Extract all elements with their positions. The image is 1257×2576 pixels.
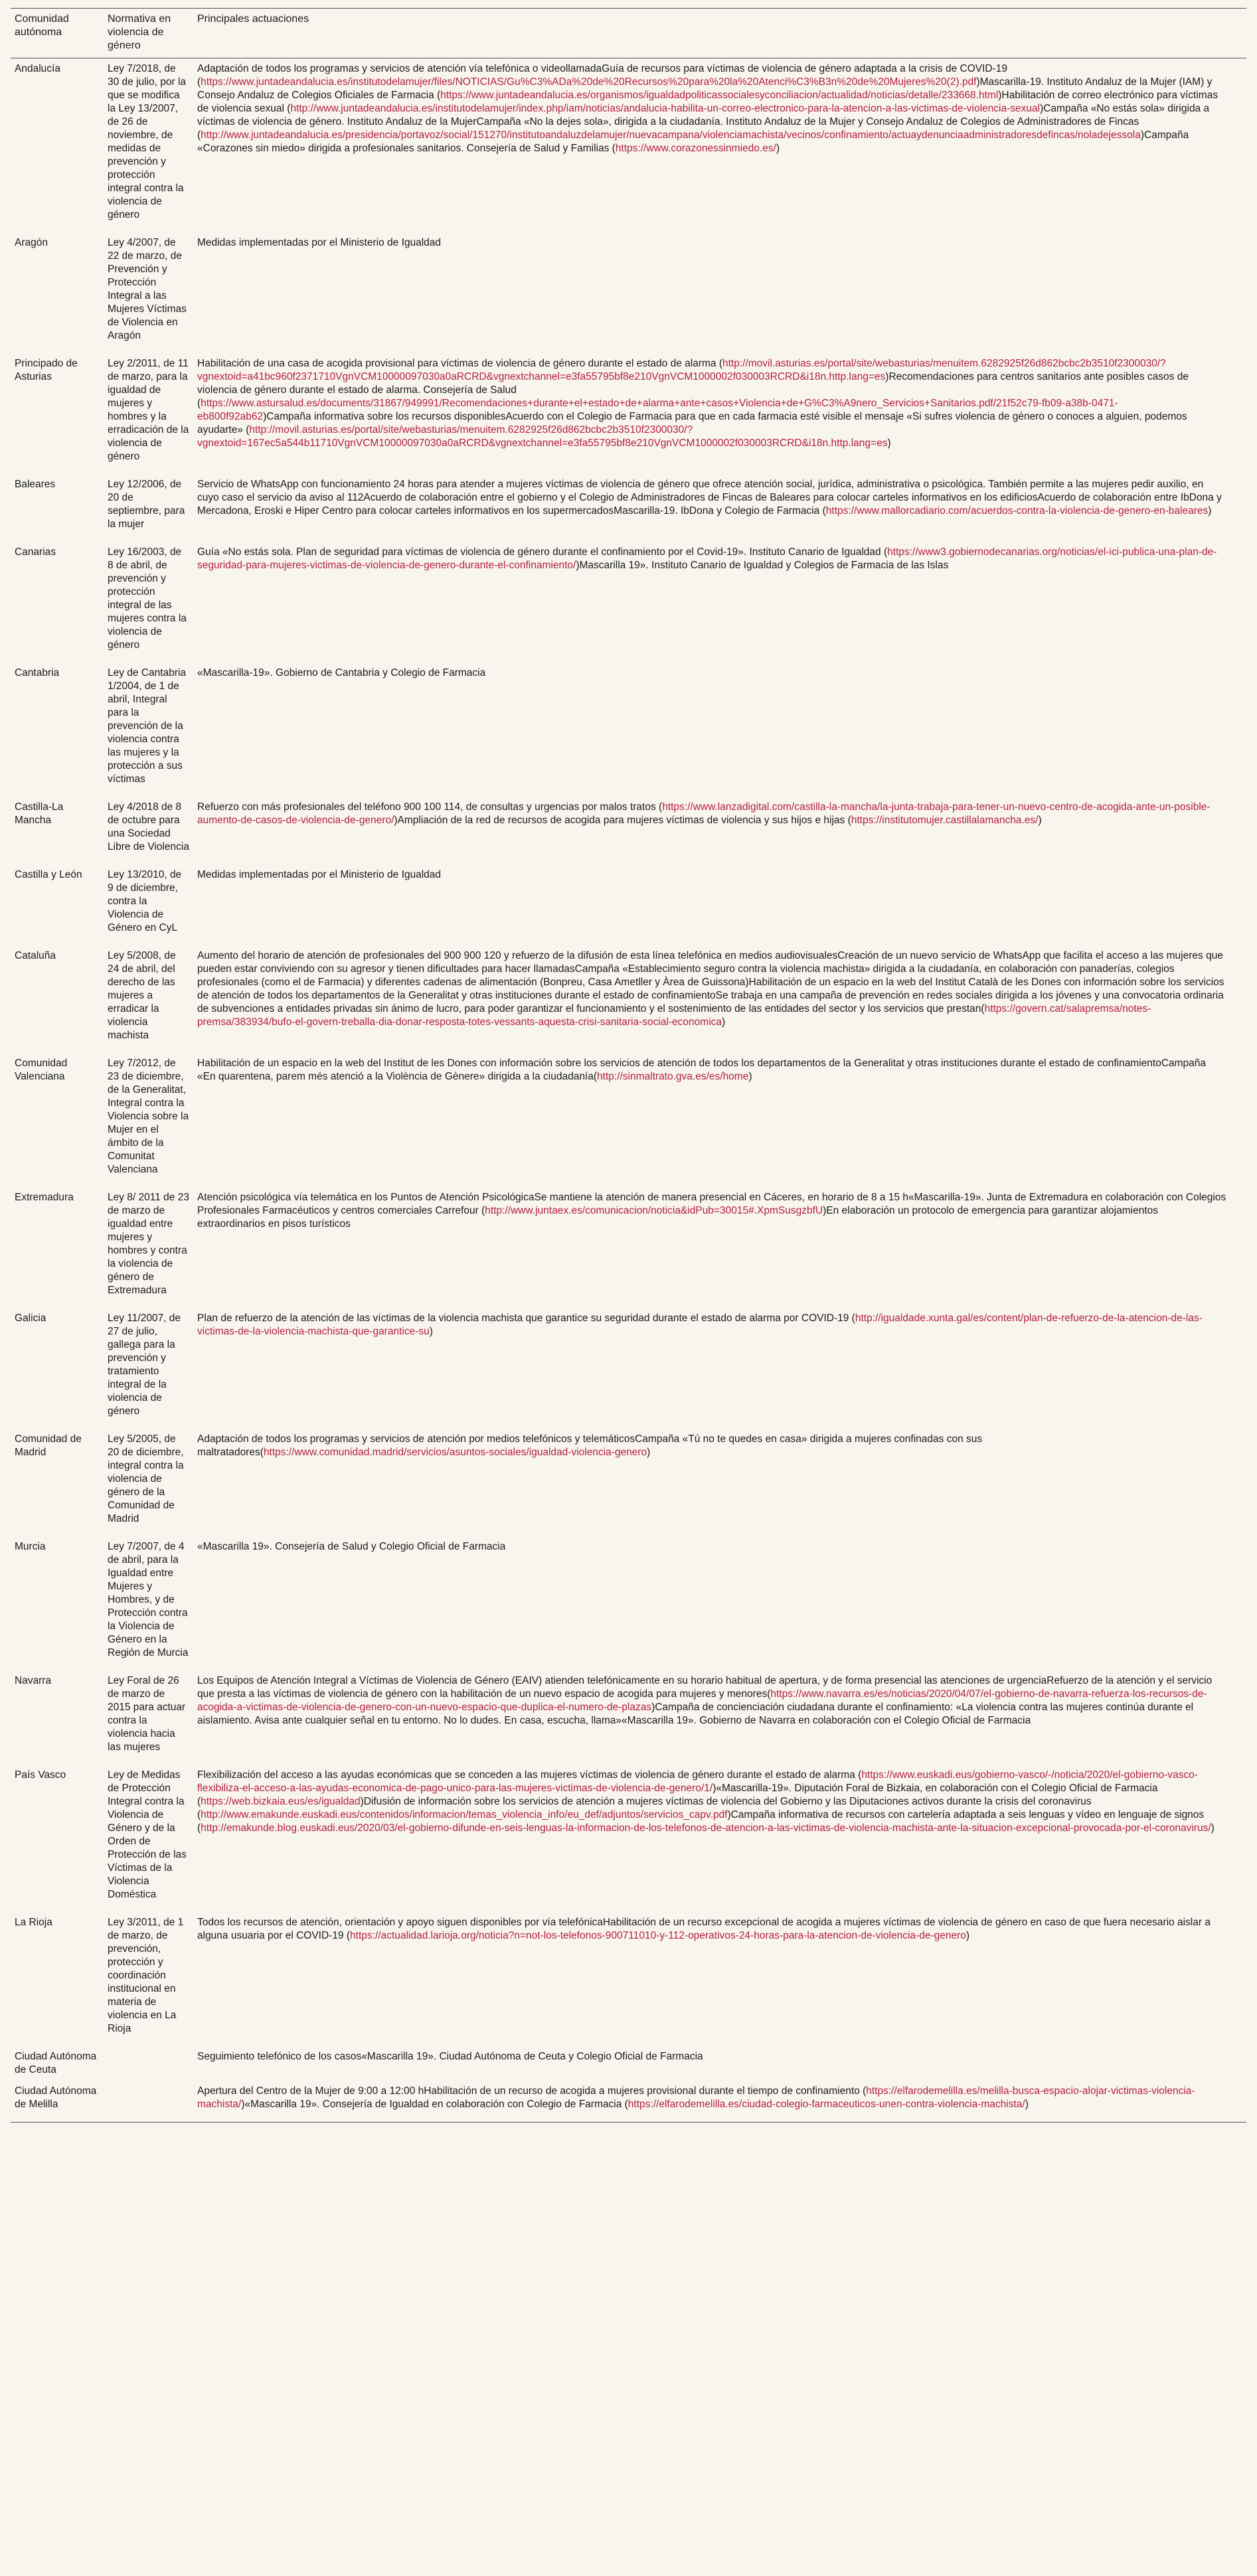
action-text: Plan de refuerzo de la atención de las víctimas de la violencia machista que garantice su seguridad durante el estado de alarma por COVID-19 ( (197, 1313, 855, 1324)
header-community: Comunidad autónoma (11, 9, 104, 58)
cell-actions (193, 474, 1246, 542)
cell-law: Ley de Medidas de Protección Integral contra la Violencia de Género y de la Orden de Protección de las Víctimas de la Violencia Doméstica (108, 1769, 187, 1900)
action-text: «Mascarilla 19». Consejería de Salud y Colegio Oficial de Farmacia (197, 1541, 506, 1552)
table-row (11, 2081, 1246, 2123)
cell-law: Ley Foral de 26 de marzo de 2015 para actuar contra la violencia hacia las mujeres (108, 1675, 186, 1753)
cell-community: Murcia (15, 1541, 46, 1552)
table-row (11, 1429, 1246, 1536)
reference-link[interactable]: http://sinmaltrato.gva.es/es/home (597, 1071, 749, 1082)
action-text: )Mascarilla 19». Instituto Canario de Igualdad y Colegios de Farmacia de las Islas (576, 560, 949, 571)
reference-link[interactable]: http://www.juntaex.es/comunicacion/noticia&idPub=30015#.XpmSusgzbfU (485, 1205, 823, 1216)
action-text: Aumento del horario de atención de profesionales del 900 900 120 y refuerzo de la difusión de esta línea telefónica en medios audiovisualesCreación de un nuevo servicio de WhatsApp que facilita el acceso a las mujeres que pueden estar conviviendo con su agresor y tienen dificultades para hacer llamadasCampaña «Establecimiento seguro contra la violencia machista» dirigida a la ciudadanía, en colaboración con panaderías, colegios profesionales (como el de Farmacia) y diferentes cadenas de alimentación (Bonpreu, Casa Ametller y Àrea de Guissona)Habilitación de un espacio en la web del Institut Català de les Dones con información sobre los servicios de atención de todos los departamentos de la Generalitat y otras instituciones durante el estado de confinamientoSe trabaja en una campaña de prevención en redes sociales dirigida a los jóvenes y una convocatoria ordinaria de subvenciones a entidades privadas sin ánimo de lucro, para poder garantizar el funcionamiento y el sostenimiento de las entidades del sector y los servicios que prestan( (197, 950, 1224, 1014)
action-text: ) (776, 143, 780, 154)
table-row (11, 542, 1246, 663)
reference-link[interactable]: https://www.corazonessinmiedo.es/ (615, 143, 776, 154)
table-row (11, 1912, 1246, 2046)
table-row (11, 1053, 1246, 1187)
table-row (11, 864, 1246, 945)
action-text: ) (647, 1447, 651, 1458)
reference-link[interactable]: https://institutomujer.castillalamancha.es/ (851, 815, 1039, 826)
table-row (11, 353, 1246, 474)
action-text: Medidas implementadas por el Ministerio de Igualdad (197, 869, 442, 880)
action-text: ) (965, 1930, 970, 1941)
cell-community: Principado de Asturias (15, 358, 78, 382)
cell-community: Galicia (15, 1313, 46, 1324)
cell-community: Canarias (15, 546, 56, 558)
cell-actions (193, 353, 1246, 474)
cell-law: Ley 11/2007, de 27 de julio, gallega para la prevención y tratamiento integral de la violencia de género (108, 1313, 181, 1417)
action-text: )Mascarilla-19. Instituto Andaluz de la Mujer (IAM) y Consejo Andaluz de Colegios Oficiales de Farmacia ( (197, 76, 1213, 101)
action-text: Servicio de WhatsApp con funcionamiento 24 horas para atender a mujeres víctimas de violencia de género que ofrece atención social, jurídica, administrativa o psicológica. También permite a las mujeres pedir auxilio, en cuyo caso el servicio da aviso al 112Acuerdo de colaboración entre el gobierno y el Colegio de Administradores de Fincas de Baleares para colocar carteles informativos en los edificiosAcuerdo de colaboración entre IbDona y Mercadona, Eroski e Hiper Centro para colocar carteles informativos en los supermercadosMascarilla-19. IbDona y Colegio de Farmacia ( (197, 479, 1222, 517)
table-header (11, 9, 1246, 58)
cell-community: Andalucía (15, 63, 60, 74)
reference-link[interactable]: https://www.navarra.es/es/noticias/2020/04/07/el-gobierno-de-navarra-refuerza-los-recursos-de-acogida-a-victimas-de-violencia-de-genero-con-un-nuevo-espacio-que-duplica-el-numero-de-plazas (197, 1688, 1207, 1713)
reference-link[interactable]: https://www.mallorcadiario.com/acuerdos-contra-la-violencia-de-genero-en-baleares (825, 505, 1209, 517)
table-row (11, 1308, 1246, 1429)
action-text: )Campaña informativa de recursos con cartelería adaptada a seis lenguas y vídeo en lenguaje de signos ( (197, 1809, 1205, 1834)
reference-link[interactable]: http://www.juntadeandalucia.es/institutodelamujer/index.php/iam/noticias/andalucia-habilita-un-correo-electronico-para-la-atencion-a-las-victimas-de-violencia-sexual (290, 103, 1041, 114)
table-row (11, 1765, 1246, 1912)
reference-link[interactable]: https://www.euskadi.eus/gobierno-vasco/-/noticia/2020/el-gobierno-vasco-flexibiliza-el-acceso-a-las-ayudas-economica-de-pago-unico-para-las-mujeres-victimas-de-violencia-de-genero/1/ (197, 1769, 1198, 1794)
cell-law (104, 2046, 193, 2081)
action-text: )Habilitación de correo electrónico para víctimas de violencia sexual ( (197, 90, 1218, 114)
cell-community: Comunidad Valenciana (15, 1058, 68, 1082)
cell-law: Ley 16/2003, de 8 de abril, de prevención y protección integral de las mujeres contra la violencia de género (108, 546, 187, 651)
action-text: Todos los recursos de atención, orientación y apoyo siguen disponibles por vía telefónicaHabilitación de un recurso excepcional de acogida a mujeres víctimas de violencia de género en caso de que fuera necesario aislar a alguna usuaria por el COVID-19 ( (197, 1917, 1211, 1941)
cell-actions (193, 864, 1246, 945)
cell-community: Baleares (15, 479, 56, 490)
cell-community: Cataluña (15, 950, 56, 961)
reference-link[interactable]: http://www.juntadeandalucia.es/presidencia/portavoz/social/151270/institutoandaluzdelamujer/nuevacampana/violenciamachista/vecinos/confinamiento/actuaydenunciaadministradoresdefincas/noladejessola (201, 129, 1141, 141)
action-text: «Mascarilla-19». Gobierno de Cantabria y Colegio de Farmacia (197, 667, 486, 679)
action-text: )Campaña de concienciación ciudadana durante el confinamiento: «La violencia contra las mujeres continúa durante el aislamiento. Avisa ante cualquier señal en tu entorno. No lo dudes. En casa, escucha, llama»«Mascarilla 19». Gobierno de Navarra en colaboración con el Colegio Oficial de Farmacia (197, 1702, 1194, 1726)
cell-actions (193, 1187, 1246, 1308)
cell-law (104, 2081, 193, 2123)
cell-actions (193, 797, 1246, 864)
cell-law: Ley 2/2011, de 11 de marzo, para la igualdad de mujeres y hombres y la erradicación de la violencia de género (108, 358, 189, 462)
action-text: )En elaboración un protocolo de emergencia para garantizar alojamientos extraordinarios en pisos turísticos (197, 1205, 1159, 1230)
action-text: )Campaña «Corazones sin miedo» dirigida a profesionales sanitarios. Consejería de Salud y Familias ( (197, 129, 1189, 154)
action-text: Habilitación de una casa de acogida provisional para víctimas de violencia de género durante el estado de alarma ( (197, 358, 722, 369)
action-text: )Difusión de información sobre los servicios de atención a mujeres víctimas de violencia del Gobierno y las Diputaciones activos durante la crisis del coronavirus ( (197, 1796, 1092, 1820)
action-text: ) (887, 438, 891, 449)
cell-law: Ley 8/ 2011 de 23 de marzo de igualdad entre mujeres y hombres y contra la violencia de género de Extremadura (108, 1192, 189, 1296)
action-text: ) (429, 1326, 433, 1337)
cell-community: Aragón (15, 237, 48, 248)
reference-link[interactable]: http://movil.asturias.es/portal/site/webasturias/menuitem.6282925f26d862bcbc2b3510f2300030/?vgnextoid=167ec5a544b11710VgnVCM10000097030a0aRCRD&vgnextchannel=e3fa55795bf8e210VgnVCM1000002f030003RCRD&i18n.http.lang=es (197, 424, 888, 449)
cell-law: Ley 5/2008, de 24 de abril, del derecho de las mujeres a erradicar la violencia machista (108, 950, 176, 1041)
action-text: Adaptación de todos los programas y servicios de atención vía telefónica o videollamadaGuía de recursos para víctimas de violencia de género adaptada a la crisis de COVID-19 ( (197, 63, 1008, 88)
reference-link[interactable]: https://www.juntadeandalucia.es/institutodelamujer/files/NOTICIAS/Gu%C3%ADa%20de%20Recursos%20para%20la%20Atenci%C3%B3n%20de%20Mujeres%20(2).pdf (201, 76, 977, 88)
action-text: ) (1208, 505, 1212, 517)
action-text: Seguimiento telefónico de los casos«Mascarilla 19». Ciudad Autónoma de Ceuta y Colegio Oficial de Farmacia (197, 2051, 703, 2062)
reference-link[interactable]: https://www.comunidad.madrid/servicios/asuntos-sociales/igualdad-violencia-genero (263, 1447, 647, 1458)
action-text: ) (1038, 815, 1042, 826)
table-row (11, 474, 1246, 542)
cell-law: Ley 7/2018, de 30 de julio, por la que se modifica la Ley 13/2007, de 26 de noviembre, de medidas de prevención y protección integral contra la violencia de género (108, 63, 187, 220)
cell-actions (193, 2046, 1246, 2081)
reference-link[interactable]: https://web.bizkaia.eus/es/igualdad (201, 1796, 361, 1807)
reference-link[interactable]: http://igualdade.xunta.gal/es/content/plan-de-refuerzo-de-la-atencion-de-las-victimas-de-la-violencia-machista-que-garantice-su (197, 1313, 1203, 1337)
cell-community: Castilla y León (15, 869, 82, 880)
reference-link[interactable]: https://www.lanzadigital.com/castilla-la-mancha/la-junta-trabaja-para-tener-un-nuevo-centro-de-acogida-ante-un-posible-aumento-de-casos-de-violencia-de-genero/ (197, 801, 1211, 826)
header-actions: Principales actuaciones (193, 9, 1246, 58)
cell-actions (193, 1308, 1246, 1429)
action-text: ) (722, 1016, 726, 1028)
action-text: Guía «No estás sola. Plan de seguridad para víctimas de violencia de género durante el confinamiento por el Covid-19». Instituto Canario de Igualdad ( (197, 546, 888, 558)
cell-community: Ciudad Autónoma de Ceuta (15, 2051, 97, 2075)
table-row (11, 58, 1246, 233)
header-law: Normativa en violencia de género (104, 9, 193, 58)
action-text: Adaptación de todos los programas y servicios de atención por medios telefónicos y telemáticosCampaña «Tú no te quedes en casa» dirigida a mujeres confinadas con sus maltratadores( (197, 1433, 983, 1458)
cell-actions (193, 663, 1246, 797)
action-text: Atención psicológica vía telemática en los Puntos de Atención PsicológicaSe mantiene la atención de manera presencial en Cáceres, en horario de 8 a 15 h«Mascarilla-19». Junta de Extremadura en colaboración con Colegios Profesionales Farmacéuticos y centros comerciales Carrefour ( (197, 1192, 1226, 1216)
cell-community: Comunidad de Madrid (15, 1433, 82, 1458)
action-text: )«Mascarilla-19». Diputación Foral de Bizkaia, en colaboración con el Colegio Oficial de Farmacia ( (197, 1783, 1158, 1807)
reference-link[interactable]: https://elfarodemelilla.es/ciudad-colegio-farmaceuticos-unen-contra-violencia-machista/ (628, 2099, 1025, 2110)
cell-actions (193, 945, 1246, 1053)
cell-actions (193, 2081, 1246, 2123)
reference-link[interactable]: https://elfarodemelilla.es/melilla-busca-espacio-alojar-victimas-violencia-machista/ (197, 2085, 1195, 2110)
cell-law: Ley 13/2010, de 9 de diciembre, contra la Violencia de Género en CyL (108, 869, 182, 933)
reference-link[interactable]: http://movil.asturias.es/portal/site/webasturias/menuitem.6282925f26d862bcbc2b3510f2300030/?vgnextoid=a41bc960f2371710VgnVCM10000097030a0aRCRD&vgnextchannel=e3fa55795bf8e210VgnVCM1000002f030003RCRD&i18n.http.lang=es (197, 358, 1166, 382)
action-text: Habilitación de un espacio en la web del Institut de les Dones con información sobre los servicios de atención de todos los departamentos de la Generalitat y otras instituciones durante el estado de confinamientoCampaña «En quarentena, parem més atenció a la Violència de Gènere» dirigida a la ciudadanía( (197, 1058, 1207, 1082)
reference-link[interactable]: https://govern.cat/salapremsa/notes-premsa/383934/bufo-el-govern-treballa-dia-donar-resposta-totes-vessants-aquesta-crisi-sanitaria-social-economica (197, 1003, 1151, 1028)
cell-actions (193, 1053, 1246, 1187)
cell-community: Ciudad Autónoma de Melilla (11, 2081, 104, 2123)
cell-law: Ley 4/2018 de 8 de octubre para una Sociedad Libre de Violencia (108, 801, 189, 852)
action-text: )Recomendaciones para centros sanitarios ante posibles casos de violencia de género durante el estado de alarma. Consejería de Salud ( (197, 371, 1189, 409)
action-text: Refuerzo con más profesionales del teléfono 900 100 114, de consultas y urgencias por malos tratos ( (197, 801, 663, 813)
actions-table (11, 8, 1246, 2123)
cell-actions (193, 1670, 1246, 1765)
action-text: Flexibilización del acceso a las ayudas económicas que se conceden a las mujeres víctimas de violencia de género durante el estado de alarma ( (197, 1769, 862, 1781)
table-row (11, 945, 1246, 1053)
cell-community: Navarra (15, 1675, 52, 1686)
action-text: Medidas implementadas por el Ministerio de Igualdad (197, 237, 442, 248)
action-text: )«Mascarilla 19». Consejería de Igualdad en colaboración con Colegio de Farmacia ( (241, 2099, 628, 2110)
reference-link[interactable]: http://emakunde.blog.euskadi.eus/2020/03/el-gobierno-difunde-en-seis-lenguas-la-informacion-de-los-telefonos-de-atencion-a-las-victimas-de-violencia-machista-ante-la-situacion-excepcional-provocada-por-el-coronavirus/ (201, 1822, 1211, 1834)
action-text: )Ampliación de la red de recursos de acogida para mujeres víctimas de violencia y sus hijos e hijas ( (394, 815, 851, 826)
table-row (11, 232, 1246, 353)
table-row (11, 1670, 1246, 1765)
action-text: ) (748, 1071, 752, 1082)
action-text: Los Equipos de Atención Integral a Víctimas de Violencia de Género (EAIV) atienden telefónicamente en su horario habitual de apertura, y de forma presencial las atenciones de urgenciaRefuerzo de la atención y el servicio que presta a las víctimas de violencia de género con la habilitación de un nuevo espacio de acogida para mujeres y menores( (197, 1675, 1213, 1700)
action-text: )Campaña informativa sobre los recursos disponiblesAcuerdo con el Colegio de Farmacia para que en cada farmacia esté visible el mensaje «Si sufres violencia de género o conoces a alguien, podemos ayudarte» ( (197, 411, 1187, 436)
cell-law: Ley 12/2006, de 20 de septiembre, para la mujer (108, 479, 185, 530)
cell-community: Cantabria (15, 667, 60, 679)
reference-link[interactable]: https://www3.gobiernodecanarias.org/noticias/el-ici-publica-una-plan-de-seguridad-para-mujeres-victimas-de-violencia-de-genero-durante-el-confinamiento/ (197, 546, 1217, 571)
table-row (11, 1187, 1246, 1308)
cell-community: Castilla-La Mancha (15, 801, 64, 826)
cell-actions (193, 1912, 1246, 2046)
cell-actions (193, 232, 1246, 353)
cell-law: Ley 3/2011, de 1 de marzo, de prevención, protección y coordinación institucional en materia de violencia en La Rioja (108, 1917, 184, 2034)
cell-law: Ley de Cantabria 1/2004, de 1 de abril, Integral para la prevención de la violencia contra las mujeres y la protección a sus víctimas (108, 667, 187, 785)
cell-actions (193, 58, 1246, 233)
cell-actions (193, 1536, 1246, 1670)
reference-link[interactable]: http://www.emakunde.euskadi.eus/contenidos/informacion/temas_violencia_info/eu_def/adjuntos/servicios_capv.pdf (201, 1809, 728, 1820)
reference-link[interactable]: https://www.astursalud.es/documents/31867/949991/Recomendaciones+durante+el+estado+de+alarma+ante+casos+Violencia+de+G%C3%A9nero_Servicios+Sanitarios.pdf/21f52c79-fb09-a38b-0471-eb800f92ab62 (197, 398, 1118, 422)
action-text: Apertura del Centro de la Mujer de 9:00 a 12:00 hHabilitación de un recurso de acogida a mujeres provisional durante el tiempo de confinamiento ( (197, 2085, 867, 2097)
cell-law: Ley 7/2007, de 4 de abril, para la Igualdad entre Mujeres y Hombres, y de Protección contra la Violencia de Género en la Región de Murcia (108, 1541, 189, 1658)
table-body (11, 58, 1246, 2123)
reference-link[interactable]: https://www.juntadeandalucia.es/organismos/igualdadpoliticassocialesyconciliacion/actualidad/noticias/detalle/233668.html (440, 90, 999, 101)
cell-actions (193, 1429, 1246, 1536)
cell-law: Ley 4/2007, de 22 de marzo, de Prevención y Protección Integral a las Mujeres Víctimas de Violencia en Aragón (108, 237, 187, 341)
table-row (11, 797, 1246, 864)
cell-community: Extremadura (15, 1192, 74, 1203)
table-row (11, 1536, 1246, 1670)
action-text: )Campaña «No estás sola» dirigida a víctimas de violencia de género. Instituto Andaluz de la MujerCampaña «No la dejes sola», dirigida a la ciudadanía. Instituto Andaluz de la Mujer y Consejo Andaluz de Colegios de Administradores de Fincas ( (197, 103, 1210, 141)
table-row (11, 663, 1246, 797)
action-text: ) (1211, 1822, 1215, 1834)
cell-community: La Rioja (15, 1917, 52, 1928)
reference-link[interactable]: https://actualidad.larioja.org/noticia?n=not-los-telefonos-900711010-y-112-operativos-24-horas-para-la-atencion-de-violencia-de-genero (350, 1930, 966, 1941)
cell-actions (193, 542, 1246, 663)
cell-law: Ley 5/2005, de 20 de diciembre, integral contra la violencia de género de la Comunidad de Madrid (108, 1433, 184, 1524)
cell-community: País Vasco (15, 1769, 66, 1781)
cell-actions (193, 1765, 1246, 1912)
table-row (11, 2046, 1246, 2081)
cell-law: Ley 7/2012, de 23 de diciembre, de la Generalitat, Integral contra la Violencia sobre la Mujer en el ámbito de la Comunitat Valenciana (108, 1058, 189, 1175)
action-text: ) (1025, 2099, 1029, 2110)
